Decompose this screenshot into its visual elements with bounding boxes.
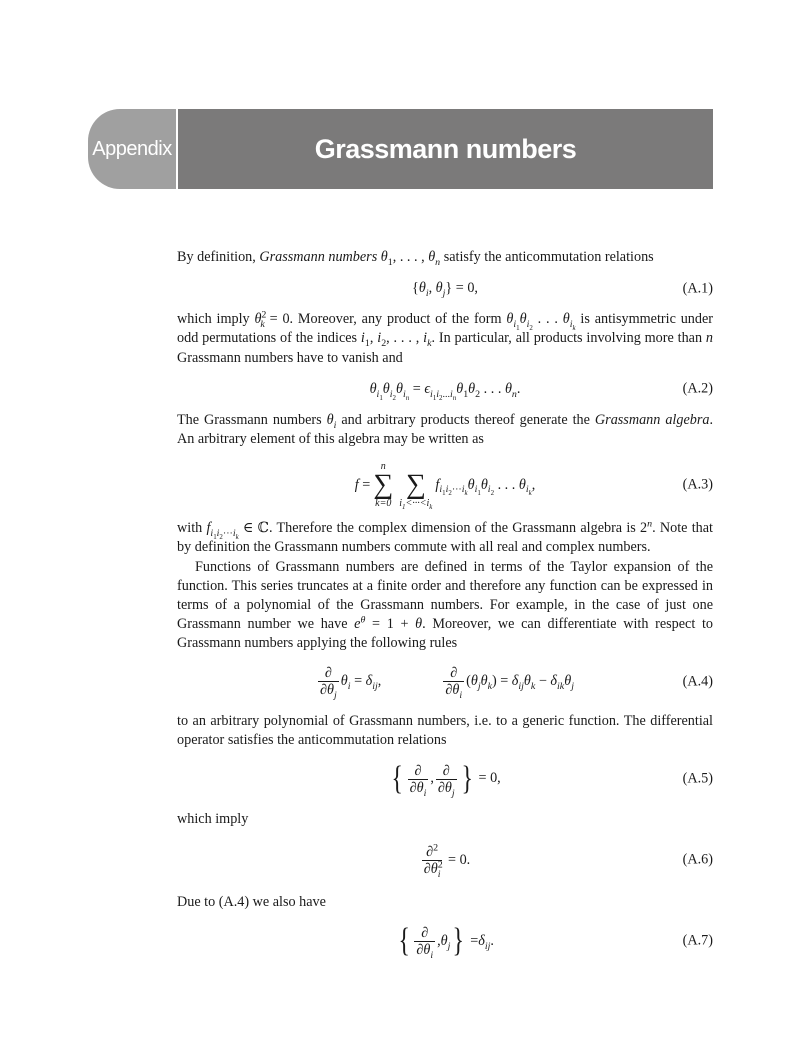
equation-a7: { $\frac{\partial}{\partial\theta_i}$ , $\theta_j$ } = $\delta_{ij}$ . (A.7) bbox=[398, 922, 713, 961]
paragraph: The Grassmann numbers $\theta_i$ and arbitrary products thereof generate the Grassmann algebra. An arbitrary element of this algebra may be written as bbox=[177, 411, 714, 448]
body-text bbox=[177, 248, 713, 966]
equation-number: (A.7) bbox=[682, 932, 713, 949]
equation-number: (A.4) bbox=[682, 673, 713, 690]
paragraph: which imply $\theta^2_k = 0$. Moreover, any product of the form $\theta_{i_1}\theta_{i_2}$ . . . $\theta_{i_k}$ is antisymmetric under odd permutations of the indices $i_1$, $i_2$, . . . , $i_k$. In particular, all products involving more than n Grassmann numbers have to vanish and bbox=[177, 309, 714, 366]
equation-number: (A.3) bbox=[682, 476, 713, 493]
equation-a4: $\frac{\partial}{\partial\theta_j}$ $\theta_i$ = $\delta_{ij}$ , $\frac{\partial}{\partial\theta_i}$ ( $\theta_j\theta_k$ ) = $\delta_{ij}\theta_k$ − $\delta_{ik}\theta_j$ (A.4) bbox=[320, 665, 713, 701]
equation-a5: { $\frac{\partial}{\partial\theta_i}$ , $\frac{\partial}{\partial\theta_j}$ } = 0, (A.5) bbox=[391, 760, 713, 799]
paragraph: with $f_{i_1i_2\cdot\cdot\cdot i_k}$ ∈ ℂ. Therefore the complex dimension of the Grassmann algebra is 2$^n$. Note that by definition the Grassmann numbers commute with all real and complex numbers. bbox=[177, 518, 713, 556]
equation-number: (A.2) bbox=[682, 380, 713, 397]
paragraph: Due to (A.4) we also have bbox=[177, 894, 326, 911]
equation-a6: $\frac{\partial^2}{\partial\theta^2_i}$ = 0. (A.6) bbox=[423, 842, 713, 880]
paragraph: By definition, Grassmann numbers $\theta_1$, . . . , $\theta_n$ satisfy the anticommutation relations bbox=[177, 249, 654, 268]
equation-number: (A.1) bbox=[682, 280, 713, 297]
paragraph: which imply bbox=[177, 811, 249, 828]
equation-number: (A.5) bbox=[682, 770, 713, 787]
chapter-title: Grassmann numbers bbox=[178, 109, 713, 189]
equation-a3: f = n ∑ k=0 ∑ $i_1<\cdot\cdot\cdot<i_k$ $f_{i_1i_2\cdot\cdot\cdot i_k}\theta_{i_1}\theta_{i_2}$ . . . $\theta_{i_k}$, (A.3) bbox=[354, 461, 713, 512]
equation-a1: {$\theta_i$, $\theta_j\} = 0$, (A.1) bbox=[412, 280, 713, 299]
paragraph: to an arbitrary polynomial of Grassmann numbers, i.e. to a generic function. The differential operator satisfies the anticommutation relations bbox=[177, 712, 713, 748]
chapter-banner bbox=[88, 109, 713, 240]
equation-number: (A.6) bbox=[682, 851, 713, 868]
appendix-label: Appendix A bbox=[88, 109, 176, 189]
paragraph: Functions of Grassmann numbers are defined in terms of the Taylor expansion of the function. This series truncates at a finite order and therefore any function can be expressed in terms of a polynomial of the Grassmann numbers. For example, in the case of just one Grassmann number we have $e^\theta = 1 + \theta$. Moreover, we can differentiate with respect to Grassmann numbers applying the following rules bbox=[177, 558, 713, 652]
equation-a2: $\theta_{i_1}\theta_{i_2}\theta_{i_n} = \epsilon_{i_1i_2...i_n}\theta_1\theta_2$ . . . $\theta_n$. (A.2) bbox=[369, 380, 713, 402]
